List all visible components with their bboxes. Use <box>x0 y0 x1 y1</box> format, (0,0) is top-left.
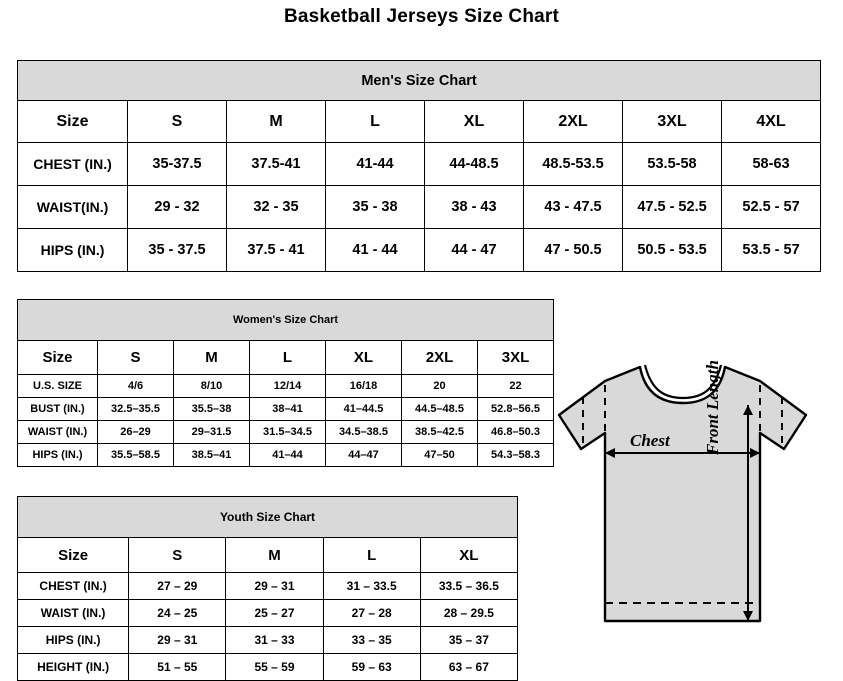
youth-header-cell: Size <box>18 538 129 573</box>
shirt-illustration-svg <box>545 345 835 665</box>
womens-value-cell: 26–29 <box>98 421 174 444</box>
mens-value-cell: 35 - 38 <box>326 186 425 229</box>
youth-value-cell: 63 – 67 <box>420 654 517 681</box>
womens-value-cell: 44–47 <box>326 444 402 467</box>
mens-value-cell: 37.5-41 <box>227 143 326 186</box>
womens-header-row <box>18 341 554 375</box>
mens-row-label: WAIST(IN.) <box>18 186 128 229</box>
womens-value-cell: 29–31.5 <box>174 421 250 444</box>
youth-value-cell: 31 – 33 <box>226 627 323 654</box>
mens-row-label: HIPS (IN.) <box>18 229 128 272</box>
womens-caption-row <box>18 300 554 341</box>
womens-value-cell: 38–41 <box>250 398 326 421</box>
womens-header-cell: XL <box>326 341 402 375</box>
mens-value-cell: 58-63 <box>722 143 821 186</box>
youth-value-cell: 29 – 31 <box>226 573 323 600</box>
table-row <box>18 600 518 627</box>
womens-row-label: WAIST (IN.) <box>18 421 98 444</box>
youth-header-cell: L <box>323 538 420 573</box>
womens-value-cell: 46.8–50.3 <box>478 421 554 444</box>
mens-header-cell: 4XL <box>722 101 821 143</box>
mens-header-cell: L <box>326 101 425 143</box>
shirt-measurement-diagram <box>545 345 835 665</box>
youth-value-cell: 33.5 – 36.5 <box>420 573 517 600</box>
table-row <box>18 627 518 654</box>
mens-value-cell: 41 - 44 <box>326 229 425 272</box>
shirt-body-shape <box>559 367 806 621</box>
womens-row-label: BUST (IN.) <box>18 398 98 421</box>
mens-value-cell: 37.5 - 41 <box>227 229 326 272</box>
table-row <box>18 654 518 681</box>
page-title: Basketball Jerseys Size Chart <box>283 6 560 27</box>
table-row <box>18 143 821 186</box>
mens-value-cell: 29 - 32 <box>128 186 227 229</box>
mens-value-cell: 41-44 <box>326 143 425 186</box>
womens-header-cell: 2XL <box>402 341 478 375</box>
youth-header-cell: XL <box>420 538 517 573</box>
mens-header-cell: XL <box>425 101 524 143</box>
womens-size-chart-table <box>17 299 554 467</box>
mens-value-cell: 50.5 - 53.5 <box>623 229 722 272</box>
womens-value-cell: 34.5–38.5 <box>326 421 402 444</box>
youth-value-cell: 25 – 27 <box>226 600 323 627</box>
mens-value-cell: 38 - 43 <box>425 186 524 229</box>
mens-header-cell: M <box>227 101 326 143</box>
youth-value-cell: 27 – 28 <box>323 600 420 627</box>
womens-value-cell: 54.3–58.3 <box>478 444 554 467</box>
youth-table-body <box>18 497 518 681</box>
womens-row-label: U.S. SIZE <box>18 375 98 398</box>
mens-row-label: CHEST (IN.) <box>18 143 128 186</box>
table-row <box>18 398 554 421</box>
womens-row-label: HIPS (IN.) <box>18 444 98 467</box>
mens-value-cell: 48.5-53.5 <box>524 143 623 186</box>
youth-header-cell: S <box>129 538 226 573</box>
table-row <box>18 573 518 600</box>
youth-caption-row <box>18 497 518 538</box>
youth-header-row <box>18 538 518 573</box>
youth-value-cell: 27 – 29 <box>129 573 226 600</box>
table-row <box>18 444 554 467</box>
mens-value-cell: 44 - 47 <box>425 229 524 272</box>
womens-value-cell: 38.5–42.5 <box>402 421 478 444</box>
womens-value-cell: 47–50 <box>402 444 478 467</box>
youth-value-cell: 24 – 25 <box>129 600 226 627</box>
womens-value-cell: 16/18 <box>326 375 402 398</box>
youth-value-cell: 59 – 63 <box>323 654 420 681</box>
table-row <box>18 229 821 272</box>
womens-header-cell: Size <box>18 341 98 375</box>
womens-value-cell: 41–44.5 <box>326 398 402 421</box>
youth-value-cell: 33 – 35 <box>323 627 420 654</box>
youth-row-label: CHEST (IN.) <box>18 573 129 600</box>
youth-row-label: HEIGHT (IN.) <box>18 654 129 681</box>
womens-table-body <box>18 300 554 467</box>
mens-header-cell: Size <box>18 101 128 143</box>
womens-header-cell: M <box>174 341 250 375</box>
mens-header-cell: 3XL <box>623 101 722 143</box>
mens-value-cell: 43 - 47.5 <box>524 186 623 229</box>
mens-table-body <box>18 61 821 272</box>
womens-header-cell: 3XL <box>478 341 554 375</box>
womens-value-cell: 8/10 <box>174 375 250 398</box>
womens-value-cell: 12/14 <box>250 375 326 398</box>
youth-value-cell: 31 – 33.5 <box>323 573 420 600</box>
mens-size-chart-table <box>17 60 821 272</box>
youth-value-cell: 29 – 31 <box>129 627 226 654</box>
mens-value-cell: 52.5 - 57 <box>722 186 821 229</box>
youth-row-label: HIPS (IN.) <box>18 627 129 654</box>
youth-caption: Youth Size Chart <box>18 497 518 538</box>
youth-row-label: WAIST (IN.) <box>18 600 129 627</box>
front-length-label: Front Length <box>703 360 722 455</box>
youth-value-cell: 55 – 59 <box>226 654 323 681</box>
womens-value-cell: 44.5–48.5 <box>402 398 478 421</box>
womens-value-cell: 4/6 <box>98 375 174 398</box>
mens-header-cell: 2XL <box>524 101 623 143</box>
womens-value-cell: 35.5–58.5 <box>98 444 174 467</box>
mens-value-cell: 47.5 - 52.5 <box>623 186 722 229</box>
youth-value-cell: 35 – 37 <box>420 627 517 654</box>
womens-value-cell: 31.5–34.5 <box>250 421 326 444</box>
mens-header-row <box>18 101 821 143</box>
table-row <box>18 421 554 444</box>
womens-value-cell: 52.8–56.5 <box>478 398 554 421</box>
youth-value-cell: 51 – 55 <box>129 654 226 681</box>
youth-header-cell: M <box>226 538 323 573</box>
youth-value-cell: 28 – 29.5 <box>420 600 517 627</box>
mens-caption: Men's Size Chart <box>18 61 821 101</box>
mens-value-cell: 53.5 - 57 <box>722 229 821 272</box>
mens-caption-row <box>18 61 821 101</box>
womens-value-cell: 20 <box>402 375 478 398</box>
mens-value-cell: 44-48.5 <box>425 143 524 186</box>
mens-value-cell: 35-37.5 <box>128 143 227 186</box>
table-row <box>18 375 554 398</box>
mens-value-cell: 53.5-58 <box>623 143 722 186</box>
mens-value-cell: 47 - 50.5 <box>524 229 623 272</box>
womens-value-cell: 32.5–35.5 <box>98 398 174 421</box>
table-row <box>18 186 821 229</box>
chest-label: Chest <box>630 431 670 450</box>
womens-header-cell: S <box>98 341 174 375</box>
womens-value-cell: 35.5–38 <box>174 398 250 421</box>
mens-value-cell: 35 - 37.5 <box>128 229 227 272</box>
mens-header-cell: S <box>128 101 227 143</box>
mens-value-cell: 32 - 35 <box>227 186 326 229</box>
womens-caption: Women's Size Chart <box>18 300 554 341</box>
womens-value-cell: 22 <box>478 375 554 398</box>
womens-header-cell: L <box>250 341 326 375</box>
womens-value-cell: 38.5–41 <box>174 444 250 467</box>
womens-value-cell: 41–44 <box>250 444 326 467</box>
youth-size-chart-table <box>17 496 518 681</box>
